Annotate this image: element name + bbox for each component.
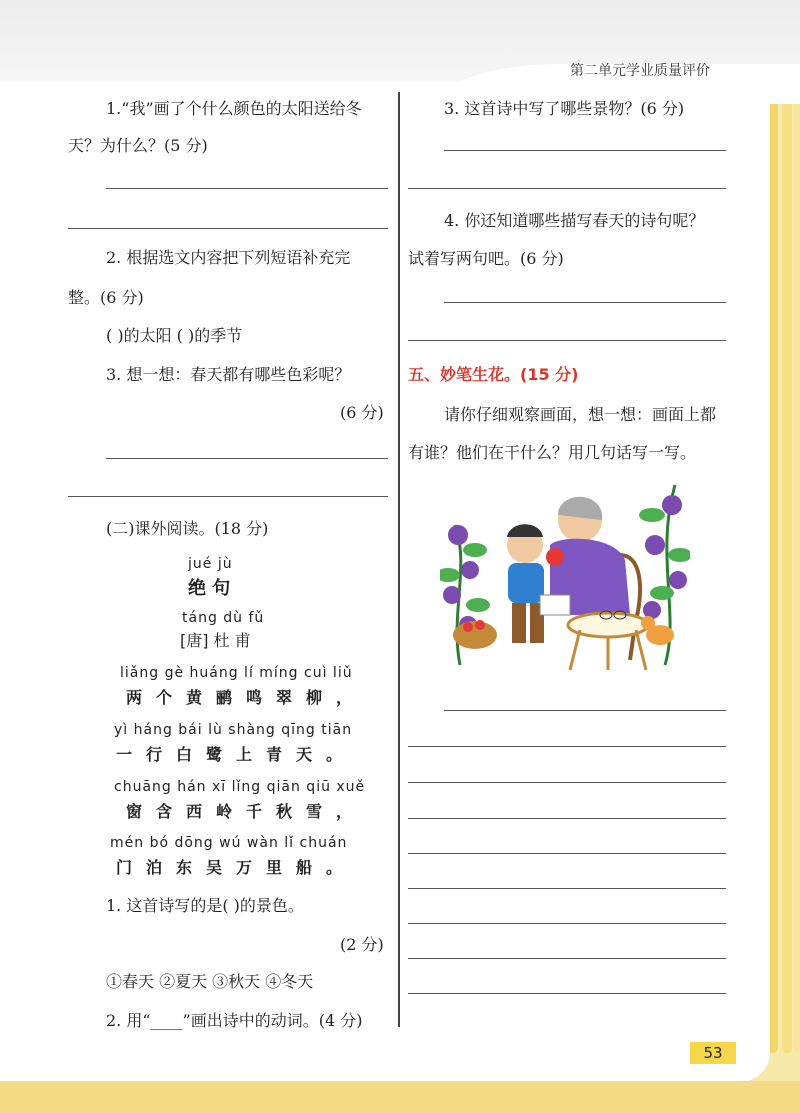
- page-number: 53: [690, 1042, 736, 1064]
- poem-line-1: 两个黄鹂鸣翠柳，: [126, 688, 367, 707]
- reading-question-3: 3. 这首诗中写了哪些景物？(6 分): [444, 99, 685, 118]
- poem-line-4: 门泊东吴万里船。: [116, 858, 357, 877]
- author-pinyin: táng dù fǔ: [182, 610, 265, 626]
- answer-line[interactable]: [68, 496, 388, 497]
- poem-title: 绝 句: [188, 578, 231, 599]
- newspaper-icon: [540, 595, 570, 615]
- answer-line[interactable]: [408, 188, 726, 189]
- poem-line-2-pinyin: yì háng bái lù shàng qīng tiān: [114, 722, 353, 738]
- answer-line[interactable]: [408, 958, 726, 959]
- bottom-band: [0, 1081, 800, 1113]
- reading-question-4-line-2: 试着写两句吧。(6 分): [408, 249, 564, 268]
- page-edge: [782, 90, 792, 1053]
- answer-line[interactable]: [408, 923, 726, 924]
- answer-line[interactable]: [408, 888, 726, 889]
- answer-line[interactable]: [444, 302, 726, 303]
- answer-line[interactable]: [408, 782, 726, 783]
- poem-line-1-pinyin: liǎng gè huáng lí míng cuì liǔ: [120, 665, 353, 681]
- grandma-child-illustration: [440, 475, 690, 675]
- answer-line[interactable]: [408, 746, 726, 747]
- question-3-line-1: 3. 想一想：春天都有哪些色彩呢？: [106, 365, 351, 384]
- answer-line[interactable]: [444, 710, 726, 711]
- answer-line[interactable]: [106, 458, 388, 459]
- answer-line[interactable]: [408, 818, 726, 819]
- question-2-line-1: 2. 根据选文内容把下列短语补充完: [106, 248, 351, 267]
- answer-line[interactable]: [408, 853, 726, 854]
- poem-line-4-pinyin: mén bó dōng wú wàn lǐ chuán: [110, 835, 348, 851]
- answer-line[interactable]: [408, 340, 726, 341]
- poem-title-pinyin: jué jù: [188, 556, 233, 572]
- answer-line[interactable]: [444, 150, 726, 151]
- reading-question-1: 1. 这首诗写的是( )的景色。: [106, 896, 304, 915]
- answer-line[interactable]: [408, 993, 726, 994]
- unit-title: 第二单元学业质量评价: [570, 63, 710, 79]
- writing-prompt-line-1: 请你仔细观察画面，想一想：画面上都: [444, 405, 717, 424]
- page-edge: [794, 90, 800, 1053]
- poem-line-3-pinyin: chuāng hán xī lǐng qiān qiū xuě: [114, 779, 366, 795]
- question-3-score: (6 分): [340, 403, 384, 422]
- poem-line-3: 窗含西岭千秋雪，: [126, 802, 367, 821]
- section-2-heading: (二)课外阅读。(18 分): [106, 519, 269, 538]
- question-1-line-2: 天？为什么？(5 分): [68, 136, 208, 155]
- question-2-blanks[interactable]: ( )的太阳 ( )的季节: [106, 326, 243, 345]
- reading-question-2: 2. 用“____”画出诗中的动词。(4 分): [106, 1011, 363, 1030]
- question-2-line-2: 整。(6 分): [68, 288, 144, 307]
- reading-question-1-options[interactable]: ①春天 ②夏天 ③秋天 ④冬天: [106, 972, 314, 991]
- reading-question-1-score: (2 分): [340, 935, 384, 954]
- answer-line[interactable]: [106, 188, 388, 189]
- question-1-line-1: 1.“我”画了个什么颜色的太阳送给冬: [106, 99, 362, 118]
- reading-question-4-line-1: 4. 你还知道哪些描写春天的诗句呢？: [444, 211, 705, 230]
- answer-line[interactable]: [68, 228, 388, 229]
- column-divider: [398, 92, 400, 1027]
- writing-prompt-line-2: 有谁？他们在干什么？用几句话写一写。: [408, 443, 697, 462]
- poem-line-2: 一行白鹭上青天。: [116, 745, 357, 764]
- section-5-heading: 五、妙笔生花。(15 分): [408, 365, 579, 384]
- poem-author: [唐] 杜 甫: [180, 631, 251, 650]
- apple-icon: [546, 548, 564, 566]
